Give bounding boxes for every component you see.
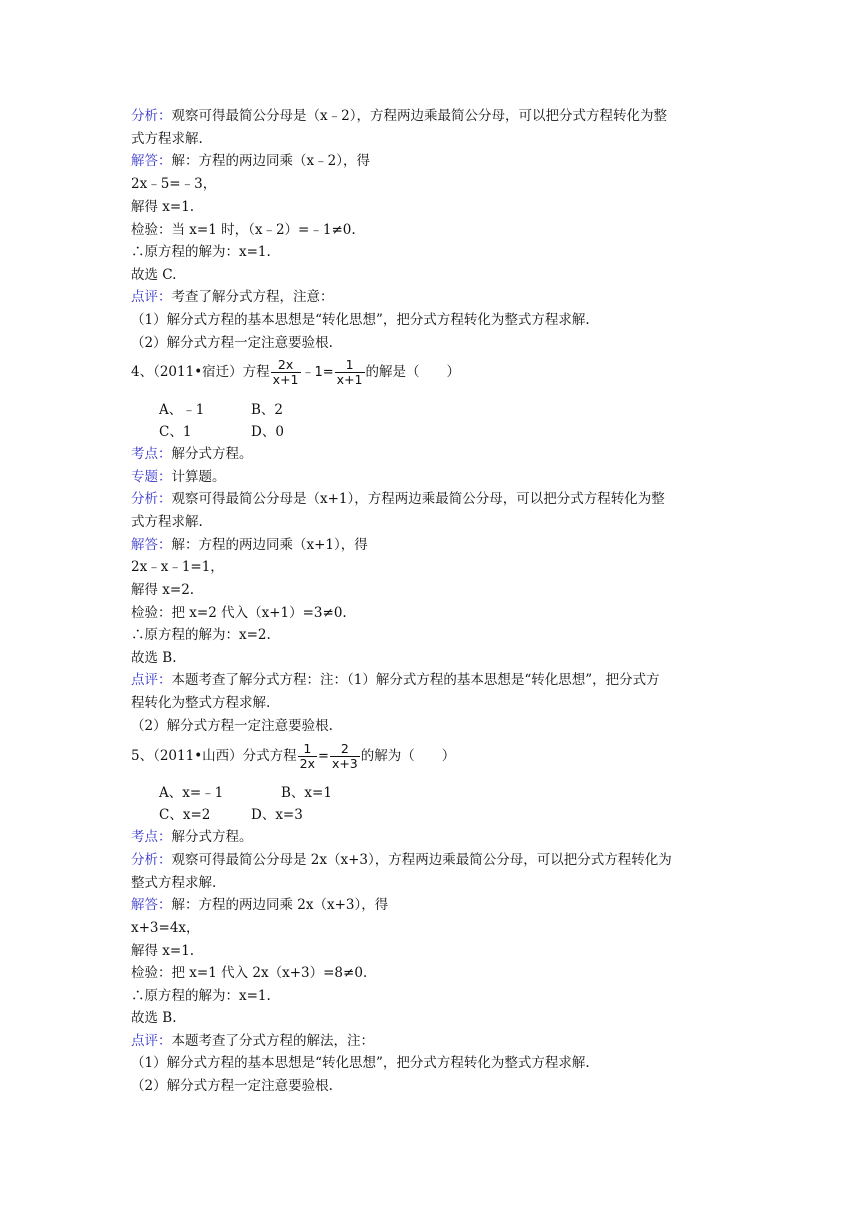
analysis-label: 分析： bbox=[131, 108, 172, 124]
question-4-stem bbox=[131, 352, 460, 392]
fraction-denominator: x+1 bbox=[336, 372, 363, 387]
option-b: B、2 bbox=[251, 402, 284, 418]
kaodian-text: 解分式方程。 bbox=[171, 829, 253, 845]
zhuanti-label: 专题： bbox=[131, 469, 172, 485]
answer-label: 解答： bbox=[131, 537, 172, 553]
comment-text: 本题考查了解分式方程：注：（1）解分式方程的基本思想是“转化思想”，把分式方 bbox=[171, 672, 660, 688]
equation-operator: = bbox=[318, 749, 329, 764]
answer-text: 解：方程的两边同乘（x+1），得 bbox=[171, 537, 368, 553]
comment-text: 考查了解分式方程，注意： bbox=[171, 289, 334, 305]
comment-line-cont: （2）解分式方程一定注意要验根. bbox=[131, 335, 333, 351]
question-suffix: 的解为（ ） bbox=[360, 748, 456, 764]
fraction-numerator: 1 bbox=[345, 357, 354, 372]
comment-line bbox=[131, 287, 334, 307]
answer-text: 解：方程的两边同乘（x﹣2），得 bbox=[171, 153, 370, 169]
kaodian-text: 解分式方程。 bbox=[171, 446, 253, 462]
comment-line bbox=[131, 1031, 374, 1051]
question-suffix: 的解是（ ） bbox=[365, 364, 460, 380]
option-c: C、x=2 bbox=[159, 807, 211, 823]
option-a: A、x=﹣1 bbox=[159, 785, 224, 801]
analysis-line bbox=[131, 850, 672, 870]
fraction bbox=[330, 742, 360, 771]
solution-step: ∴原方程的解为：x=2. bbox=[131, 627, 271, 643]
fraction-numerator: 2x bbox=[277, 357, 294, 372]
solution-step: 检验：当 x=1 时，（x﹣2）=﹣1≠0. bbox=[131, 222, 356, 238]
comment-line-cont: （2）解分式方程一定注意要验根. bbox=[131, 1078, 333, 1094]
comment-label: 点评： bbox=[131, 1033, 172, 1049]
fraction-numerator: 2 bbox=[340, 741, 349, 756]
option-c: C、1 bbox=[159, 424, 192, 440]
analysis-text: 观察可得最简公分母是（x﹣2），方程两边乘最简公分母，可以把分式方程转化为整 bbox=[171, 108, 667, 124]
comment-line-cont: 程转化为整式方程求解. bbox=[131, 695, 271, 711]
solution-step: ∴原方程的解为：x=1. bbox=[131, 244, 271, 260]
fraction-denominator: x+1 bbox=[272, 372, 299, 387]
comment-line-cont: （2）解分式方程一定注意要验根. bbox=[131, 718, 333, 734]
equation-operator: ﹣1= bbox=[301, 365, 334, 380]
solution-step: 2x﹣5=﹣3， bbox=[131, 176, 217, 192]
fraction bbox=[298, 742, 317, 771]
solution-step: 故选 B. bbox=[131, 650, 177, 666]
analysis-label: 分析： bbox=[131, 491, 172, 507]
solution-step: 故选 C. bbox=[131, 267, 177, 283]
comment-line-cont: （1）解分式方程的基本思想是“转化思想”，把分式方程转化为整式方程求解. bbox=[131, 312, 590, 328]
analysis-line-cont: 式方程求解. bbox=[131, 514, 203, 530]
kaodian-label: 考点： bbox=[131, 829, 172, 845]
analysis-text: 观察可得最简公分母是 2x（x+3），方程两边乘最简公分母，可以把分式方程转化为 bbox=[171, 852, 672, 868]
comment-line bbox=[131, 670, 660, 690]
fraction bbox=[335, 358, 365, 387]
kaodian-line bbox=[131, 444, 253, 464]
option-d: D、x=3 bbox=[251, 807, 303, 823]
solution-step: 检验：把 x=1 代入 2x（x+3）=8≠0. bbox=[131, 965, 368, 981]
question-prefix: 4、（2011•宿迁）方程 bbox=[131, 364, 270, 380]
comment-text: 本题考查了分式方程的解法，注： bbox=[171, 1033, 374, 1049]
solution-step: ∴原方程的解为：x=1. bbox=[131, 988, 271, 1004]
solution-step: 解得 x=1. bbox=[131, 199, 195, 215]
analysis-line bbox=[131, 106, 667, 126]
zhuanti-text: 计算题。 bbox=[171, 469, 226, 485]
answer-line bbox=[131, 151, 370, 171]
answer-line bbox=[131, 895, 388, 915]
kaodian-line bbox=[131, 827, 253, 847]
question-5-stem bbox=[131, 736, 455, 776]
solution-step: 2x﹣x﹣1=1， bbox=[131, 559, 224, 575]
solution-step: x+3=4x， bbox=[131, 920, 200, 936]
solution-step: 解得 x=1. bbox=[131, 943, 195, 959]
analysis-text: 观察可得最简公分母是（x+1），方程两边乘最简公分母，可以把分式方程转化为整 bbox=[171, 491, 665, 507]
comment-label: 点评： bbox=[131, 672, 172, 688]
answer-line bbox=[131, 535, 368, 555]
analysis-line bbox=[131, 489, 665, 509]
option-a: A、﹣1 bbox=[159, 402, 205, 418]
kaodian-label: 考点： bbox=[131, 446, 172, 462]
answer-label: 解答： bbox=[131, 153, 172, 169]
zhuanti-line bbox=[131, 467, 226, 487]
analysis-line-cont: 式方程求解. bbox=[131, 131, 203, 147]
comment-line-cont: （1）解分式方程的基本思想是“转化思想”，把分式方程转化为整式方程求解. bbox=[131, 1055, 590, 1071]
analysis-line-cont: 整式方程求解. bbox=[131, 875, 217, 891]
comment-label: 点评： bbox=[131, 289, 172, 305]
solution-step: 故选 B. bbox=[131, 1010, 177, 1026]
analysis-label: 分析： bbox=[131, 852, 172, 868]
fraction-numerator: 1 bbox=[303, 741, 312, 756]
answer-label: 解答： bbox=[131, 897, 172, 913]
fraction-denominator: 2x bbox=[299, 756, 316, 771]
question-prefix: 5、（2011•山西）分式方程 bbox=[131, 748, 297, 764]
solution-step: 检验：把 x=2 代入（x+1）=3≠0. bbox=[131, 605, 347, 621]
solution-step: 解得 x=2. bbox=[131, 582, 195, 598]
answer-text: 解：方程的两边同乘 2x（x+3），得 bbox=[171, 897, 389, 913]
option-b: B、x=1 bbox=[281, 785, 332, 801]
fraction bbox=[271, 358, 301, 387]
fraction-denominator: x+3 bbox=[331, 756, 358, 771]
option-d: D、0 bbox=[251, 424, 284, 440]
